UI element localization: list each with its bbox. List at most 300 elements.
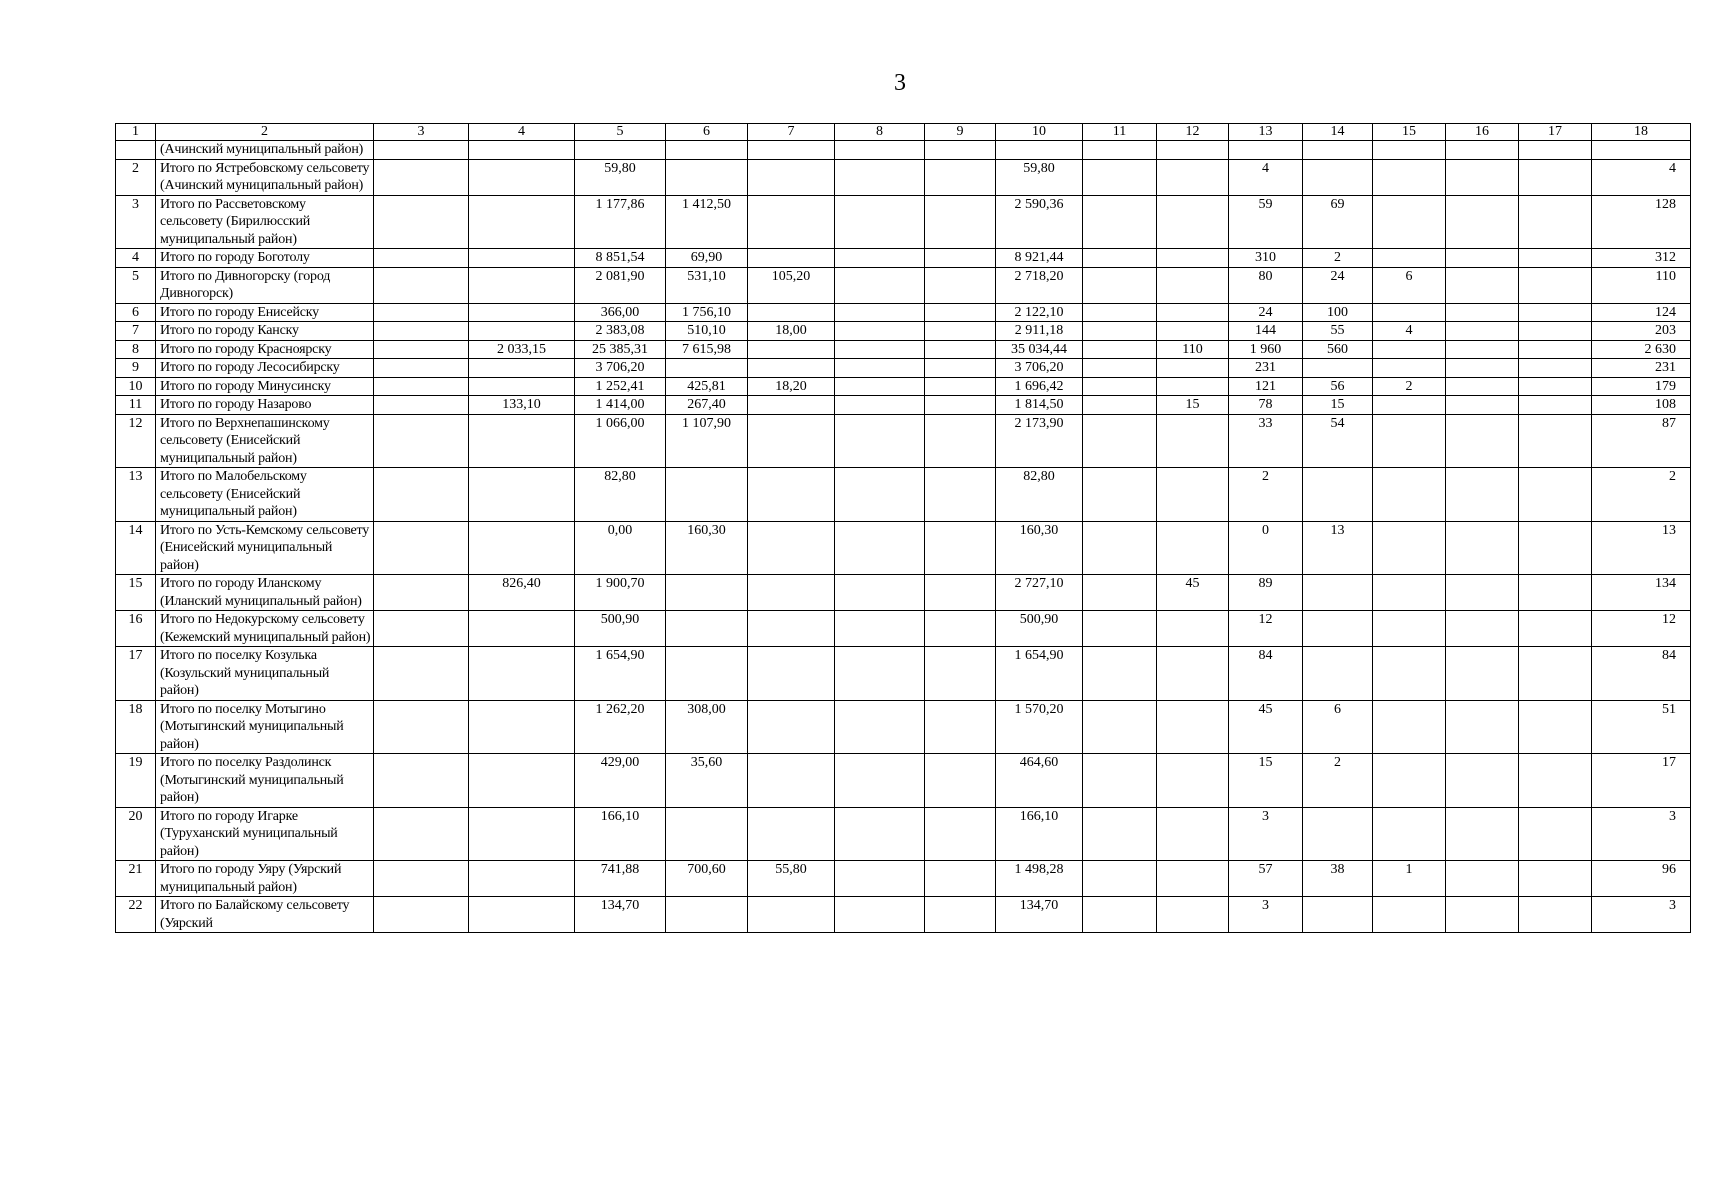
table-cell-col-9 (925, 575, 996, 611)
table-cell-col-3 (374, 700, 469, 754)
table-cell-col-8 (835, 322, 925, 341)
row-label-cell: Итого по городу Канску (156, 322, 374, 341)
table-cell-col-5 (575, 141, 666, 160)
table-cell-col-15 (1373, 468, 1446, 522)
column-header-1: 1 (116, 124, 156, 141)
row-label-cell: Итого по Балайскому сельсовету (Уярский (156, 897, 374, 933)
table-cell-col-18: 128 (1592, 195, 1691, 249)
table-cell-col-3 (374, 897, 469, 933)
table-cell-col-1: 9 (116, 359, 156, 378)
table-cell-col-14 (1303, 807, 1373, 861)
table-cell-col-15 (1373, 807, 1446, 861)
table-cell-col-14: 13 (1303, 521, 1373, 575)
table-cell-col-12 (1157, 377, 1229, 396)
table-cell-col-9 (925, 468, 996, 522)
table-cell-col-16 (1446, 159, 1519, 195)
table-cell-col-15 (1373, 754, 1446, 808)
table-cell-col-1: 5 (116, 267, 156, 303)
column-header-18: 18 (1592, 124, 1691, 141)
table-cell-col-14 (1303, 359, 1373, 378)
table-cell-col-17 (1519, 700, 1592, 754)
table-row (116, 396, 1691, 415)
table-cell-col-3 (374, 611, 469, 647)
table-cell-col-13: 45 (1229, 700, 1303, 754)
table-cell-col-7 (748, 195, 835, 249)
table-cell-col-9 (925, 700, 996, 754)
table-cell-col-15 (1373, 359, 1446, 378)
table-cell-col-11 (1083, 359, 1157, 378)
table-cell-col-6: 1 756,10 (666, 303, 748, 322)
table-cell-col-5: 3 706,20 (575, 359, 666, 378)
table-cell-col-4 (469, 249, 575, 268)
table-body (116, 124, 1691, 933)
table-cell-col-17 (1519, 159, 1592, 195)
table-cell-col-9 (925, 195, 996, 249)
table-cell-col-3 (374, 575, 469, 611)
table-cell-col-17 (1519, 303, 1592, 322)
table-cell-col-6 (666, 807, 748, 861)
table-cell-col-15: 2 (1373, 377, 1446, 396)
table-row (116, 377, 1691, 396)
table-cell-col-3 (374, 647, 469, 701)
table-row (116, 611, 1691, 647)
table-cell-col-16 (1446, 195, 1519, 249)
table-row (116, 414, 1691, 468)
table-cell-col-9 (925, 754, 996, 808)
table-cell-col-13: 231 (1229, 359, 1303, 378)
column-header-11: 11 (1083, 124, 1157, 141)
table-cell-col-3 (374, 141, 469, 160)
table-cell-col-9 (925, 861, 996, 897)
table-cell-col-13: 121 (1229, 377, 1303, 396)
table-cell-col-6 (666, 897, 748, 933)
table-cell-col-11 (1083, 897, 1157, 933)
table-cell-col-3 (374, 861, 469, 897)
table-row (116, 340, 1691, 359)
table-cell-col-8 (835, 647, 925, 701)
table-cell-col-9 (925, 340, 996, 359)
table-cell-col-10: 2 727,10 (996, 575, 1083, 611)
table-cell-col-14 (1303, 141, 1373, 160)
table-cell-col-17 (1519, 861, 1592, 897)
table-cell-col-8 (835, 861, 925, 897)
table-cell-col-17 (1519, 897, 1592, 933)
table-cell-col-9 (925, 647, 996, 701)
table-cell-col-9 (925, 611, 996, 647)
table-cell-col-5: 166,10 (575, 807, 666, 861)
column-header-4: 4 (469, 124, 575, 141)
table-cell-col-12 (1157, 754, 1229, 808)
table-cell-col-14 (1303, 159, 1373, 195)
table-cell-col-15 (1373, 195, 1446, 249)
table-cell-col-12 (1157, 897, 1229, 933)
row-label-cell: Итого по Усть-Кемскому сельсовету (Енисейский муниципальный район) (156, 521, 374, 575)
table-cell-col-5: 1 654,90 (575, 647, 666, 701)
table-cell-col-7 (748, 611, 835, 647)
table-cell-col-12: 15 (1157, 396, 1229, 415)
table-cell-col-4: 826,40 (469, 575, 575, 611)
column-header-16: 16 (1446, 124, 1519, 141)
table-row (116, 521, 1691, 575)
table-cell-col-7 (748, 396, 835, 415)
table-cell-col-7: 55,80 (748, 861, 835, 897)
table-cell-col-10: 160,30 (996, 521, 1083, 575)
table-cell-col-5: 1 177,86 (575, 195, 666, 249)
table-cell-col-7 (748, 141, 835, 160)
table-cell-col-18: 203 (1592, 322, 1691, 341)
table-cell-col-12 (1157, 267, 1229, 303)
table-cell-col-4 (469, 754, 575, 808)
table-cell-col-3 (374, 521, 469, 575)
table-cell-col-8 (835, 377, 925, 396)
table-cell-col-6 (666, 359, 748, 378)
table-cell-col-1: 11 (116, 396, 156, 415)
table-cell-col-12 (1157, 195, 1229, 249)
table-cell-col-3 (374, 249, 469, 268)
table-cell-col-4 (469, 897, 575, 933)
table-cell-col-6 (666, 468, 748, 522)
table-header-row (116, 124, 1691, 141)
table-cell-col-18: 13 (1592, 521, 1691, 575)
table-cell-col-9 (925, 396, 996, 415)
table-cell-col-12 (1157, 611, 1229, 647)
table-cell-col-4 (469, 700, 575, 754)
table-cell-col-10: 1 696,42 (996, 377, 1083, 396)
table-cell-col-11 (1083, 861, 1157, 897)
table-cell-col-14: 6 (1303, 700, 1373, 754)
table-cell-col-8 (835, 521, 925, 575)
table-cell-col-15 (1373, 303, 1446, 322)
table-cell-col-10: 166,10 (996, 807, 1083, 861)
table-cell-col-4 (469, 414, 575, 468)
table-cell-col-8 (835, 754, 925, 808)
table-cell-col-13: 84 (1229, 647, 1303, 701)
table-cell-col-9 (925, 377, 996, 396)
table-cell-col-9 (925, 414, 996, 468)
table-cell-col-17 (1519, 396, 1592, 415)
table-cell-col-11 (1083, 807, 1157, 861)
table-cell-col-10: 1 570,20 (996, 700, 1083, 754)
table-cell-col-14: 56 (1303, 377, 1373, 396)
table-cell-col-4 (469, 267, 575, 303)
table-cell-col-5: 1 066,00 (575, 414, 666, 468)
table-cell-col-12 (1157, 359, 1229, 378)
table-cell-col-18: 134 (1592, 575, 1691, 611)
column-header-12: 12 (1157, 124, 1229, 141)
table-cell-col-10: 2 173,90 (996, 414, 1083, 468)
table-cell-col-16 (1446, 303, 1519, 322)
table-cell-col-14: 54 (1303, 414, 1373, 468)
table-cell-col-6: 7 615,98 (666, 340, 748, 359)
table-cell-col-13: 1 960 (1229, 340, 1303, 359)
table-cell-col-1: 10 (116, 377, 156, 396)
table-row (116, 700, 1691, 754)
table-cell-col-3 (374, 468, 469, 522)
table-cell-col-14: 69 (1303, 195, 1373, 249)
table-cell-col-8 (835, 897, 925, 933)
table-cell-col-1: 13 (116, 468, 156, 522)
table-cell-col-17 (1519, 468, 1592, 522)
table-row (116, 195, 1691, 249)
table-cell-col-18: 96 (1592, 861, 1691, 897)
table-cell-col-1: 16 (116, 611, 156, 647)
table-cell-col-4 (469, 159, 575, 195)
table-cell-col-6: 531,10 (666, 267, 748, 303)
column-header-7: 7 (748, 124, 835, 141)
column-header-10: 10 (996, 124, 1083, 141)
table-cell-col-5: 1 252,41 (575, 377, 666, 396)
table-cell-col-3 (374, 807, 469, 861)
table-cell-col-7 (748, 575, 835, 611)
table-cell-col-5: 1 262,20 (575, 700, 666, 754)
column-header-9: 9 (925, 124, 996, 141)
row-label-cell: Итого по поселку Раздолинск (Мотыгинский муниципальный район) (156, 754, 374, 808)
table-cell-col-13: 80 (1229, 267, 1303, 303)
table-cell-col-5: 82,80 (575, 468, 666, 522)
table-cell-col-4: 2 033,15 (469, 340, 575, 359)
table-cell-col-7: 105,20 (748, 267, 835, 303)
table-row (116, 141, 1691, 160)
table-cell-col-6: 425,81 (666, 377, 748, 396)
table-cell-col-13: 4 (1229, 159, 1303, 195)
table-cell-col-15 (1373, 575, 1446, 611)
table-cell-col-11 (1083, 521, 1157, 575)
table-cell-col-5: 366,00 (575, 303, 666, 322)
table-cell-col-17 (1519, 575, 1592, 611)
table-cell-col-6 (666, 141, 748, 160)
table-cell-col-18: 312 (1592, 249, 1691, 268)
table-cell-col-6: 160,30 (666, 521, 748, 575)
table-cell-col-7: 18,00 (748, 322, 835, 341)
table-cell-col-11 (1083, 322, 1157, 341)
table-cell-col-8 (835, 267, 925, 303)
table-cell-col-16 (1446, 647, 1519, 701)
table-cell-col-9 (925, 897, 996, 933)
table-row (116, 249, 1691, 268)
column-header-15: 15 (1373, 124, 1446, 141)
table-cell-col-13: 59 (1229, 195, 1303, 249)
table-cell-col-14 (1303, 897, 1373, 933)
table-row (116, 807, 1691, 861)
table-cell-col-15 (1373, 340, 1446, 359)
table-cell-col-6 (666, 575, 748, 611)
table-cell-col-6: 700,60 (666, 861, 748, 897)
table-cell-col-12 (1157, 159, 1229, 195)
table-cell-col-6 (666, 647, 748, 701)
column-header-8: 8 (835, 124, 925, 141)
table-cell-col-6: 1 412,50 (666, 195, 748, 249)
table-cell-col-5: 59,80 (575, 159, 666, 195)
table-cell-col-10: 1 498,28 (996, 861, 1083, 897)
table-cell-col-8 (835, 159, 925, 195)
table-cell-col-13 (1229, 141, 1303, 160)
table-cell-col-12 (1157, 861, 1229, 897)
table-cell-col-12 (1157, 647, 1229, 701)
table-cell-col-9 (925, 159, 996, 195)
table-cell-col-18: 3 (1592, 807, 1691, 861)
table-cell-col-4 (469, 377, 575, 396)
table-cell-col-8 (835, 359, 925, 378)
table-cell-col-16 (1446, 861, 1519, 897)
table-cell-col-18: 110 (1592, 267, 1691, 303)
row-label-cell: Итого по поселку Мотыгино (Мотыгинский муниципальный район) (156, 700, 374, 754)
table-cell-col-1: 7 (116, 322, 156, 341)
table-cell-col-8 (835, 303, 925, 322)
table-cell-col-3 (374, 340, 469, 359)
table-cell-col-16 (1446, 377, 1519, 396)
table-row (116, 267, 1691, 303)
table-cell-col-12: 110 (1157, 340, 1229, 359)
table-cell-col-18: 2 630 (1592, 340, 1691, 359)
row-label-cell: Итого по Рассветовскому сельсовету (Бирилюсский муниципальный район) (156, 195, 374, 249)
table-cell-col-18: 124 (1592, 303, 1691, 322)
table-cell-col-6 (666, 611, 748, 647)
row-label-cell: Итого по Дивногорску (город Дивногорск) (156, 267, 374, 303)
table-cell-col-7 (748, 249, 835, 268)
table-cell-col-3 (374, 359, 469, 378)
table-cell-col-11 (1083, 575, 1157, 611)
table-cell-col-3 (374, 414, 469, 468)
table-cell-col-16 (1446, 700, 1519, 754)
table-cell-col-12: 45 (1157, 575, 1229, 611)
table-cell-col-5: 429,00 (575, 754, 666, 808)
table-cell-col-16 (1446, 414, 1519, 468)
table-cell-col-7 (748, 521, 835, 575)
table-cell-col-6 (666, 159, 748, 195)
table-cell-col-17 (1519, 807, 1592, 861)
table-cell-col-4 (469, 359, 575, 378)
table-cell-col-14 (1303, 575, 1373, 611)
table-cell-col-17 (1519, 647, 1592, 701)
table-cell-col-4 (469, 611, 575, 647)
table-cell-col-16 (1446, 468, 1519, 522)
table-cell-col-8 (835, 468, 925, 522)
table-cell-col-3 (374, 303, 469, 322)
table-cell-col-18: 231 (1592, 359, 1691, 378)
table-cell-col-10: 82,80 (996, 468, 1083, 522)
table-cell-col-11 (1083, 754, 1157, 808)
column-header-17: 17 (1519, 124, 1592, 141)
column-header-13: 13 (1229, 124, 1303, 141)
table-cell-col-13: 3 (1229, 897, 1303, 933)
table-cell-col-5: 25 385,31 (575, 340, 666, 359)
table-cell-col-12 (1157, 521, 1229, 575)
column-header-3: 3 (374, 124, 469, 141)
table-cell-col-10: 3 706,20 (996, 359, 1083, 378)
table-cell-col-8 (835, 340, 925, 359)
table-cell-col-1: 6 (116, 303, 156, 322)
table-cell-col-13: 15 (1229, 754, 1303, 808)
table-cell-col-10: 35 034,44 (996, 340, 1083, 359)
table-cell-col-13: 89 (1229, 575, 1303, 611)
table-cell-col-4 (469, 468, 575, 522)
table-cell-col-4 (469, 195, 575, 249)
table-cell-col-18: 84 (1592, 647, 1691, 701)
table-cell-col-11 (1083, 141, 1157, 160)
table-cell-col-10: 500,90 (996, 611, 1083, 647)
row-label-cell: Итого по поселку Козулька (Козульский муниципальный район) (156, 647, 374, 701)
row-label-cell: Итого по городу Назарово (156, 396, 374, 415)
table-cell-col-7 (748, 414, 835, 468)
table-cell-col-8 (835, 195, 925, 249)
table-cell-col-8 (835, 575, 925, 611)
table-cell-col-12 (1157, 414, 1229, 468)
table-cell-col-5: 0,00 (575, 521, 666, 575)
table-cell-col-17 (1519, 267, 1592, 303)
table-cell-col-12 (1157, 322, 1229, 341)
table-row (116, 159, 1691, 195)
table-cell-col-8 (835, 807, 925, 861)
table-cell-col-8 (835, 611, 925, 647)
table-cell-col-7 (748, 807, 835, 861)
table-cell-col-5: 8 851,54 (575, 249, 666, 268)
table-row (116, 897, 1691, 933)
column-header-6: 6 (666, 124, 748, 141)
table-cell-col-15 (1373, 159, 1446, 195)
table-cell-col-7 (748, 359, 835, 378)
table-cell-col-13: 3 (1229, 807, 1303, 861)
table-cell-col-15: 1 (1373, 861, 1446, 897)
table-cell-col-13: 2 (1229, 468, 1303, 522)
table-cell-col-16 (1446, 249, 1519, 268)
table-cell-col-16 (1446, 267, 1519, 303)
table-cell-col-15 (1373, 141, 1446, 160)
table-cell-col-17 (1519, 322, 1592, 341)
table-cell-col-16 (1446, 396, 1519, 415)
table-cell-col-8 (835, 249, 925, 268)
table-cell-col-10: 2 718,20 (996, 267, 1083, 303)
table-cell-col-12 (1157, 303, 1229, 322)
table-cell-col-3 (374, 159, 469, 195)
table-cell-col-10: 464,60 (996, 754, 1083, 808)
table-cell-col-14: 2 (1303, 754, 1373, 808)
table-cell-col-1 (116, 141, 156, 160)
table-cell-col-11 (1083, 195, 1157, 249)
table-cell-col-1: 18 (116, 700, 156, 754)
table-cell-col-17 (1519, 195, 1592, 249)
table-cell-col-17 (1519, 249, 1592, 268)
table-cell-col-18: 2 (1592, 468, 1691, 522)
table-cell-col-17 (1519, 611, 1592, 647)
table-row (116, 468, 1691, 522)
table-cell-col-7 (748, 754, 835, 808)
table-cell-col-16 (1446, 611, 1519, 647)
table-cell-col-12 (1157, 807, 1229, 861)
table-cell-col-18: 108 (1592, 396, 1691, 415)
table-cell-col-11 (1083, 647, 1157, 701)
table-cell-col-9 (925, 141, 996, 160)
table-cell-col-6: 69,90 (666, 249, 748, 268)
table-cell-col-14 (1303, 611, 1373, 647)
table-cell-col-11 (1083, 414, 1157, 468)
table-cell-col-15 (1373, 611, 1446, 647)
table-cell-col-4 (469, 647, 575, 701)
table-cell-col-7 (748, 340, 835, 359)
table-cell-col-13: 310 (1229, 249, 1303, 268)
table-cell-col-9 (925, 521, 996, 575)
table-cell-col-14 (1303, 468, 1373, 522)
table-cell-col-15 (1373, 897, 1446, 933)
table-cell-col-11 (1083, 468, 1157, 522)
table-cell-col-4 (469, 861, 575, 897)
table-cell-col-14: 24 (1303, 267, 1373, 303)
table-cell-col-15 (1373, 700, 1446, 754)
table-cell-col-4: 133,10 (469, 396, 575, 415)
table-cell-col-1: 15 (116, 575, 156, 611)
table-cell-col-11 (1083, 267, 1157, 303)
row-label-cell: Итого по городу Игарке (Туруханский муниципальный район) (156, 807, 374, 861)
table-cell-col-13: 0 (1229, 521, 1303, 575)
